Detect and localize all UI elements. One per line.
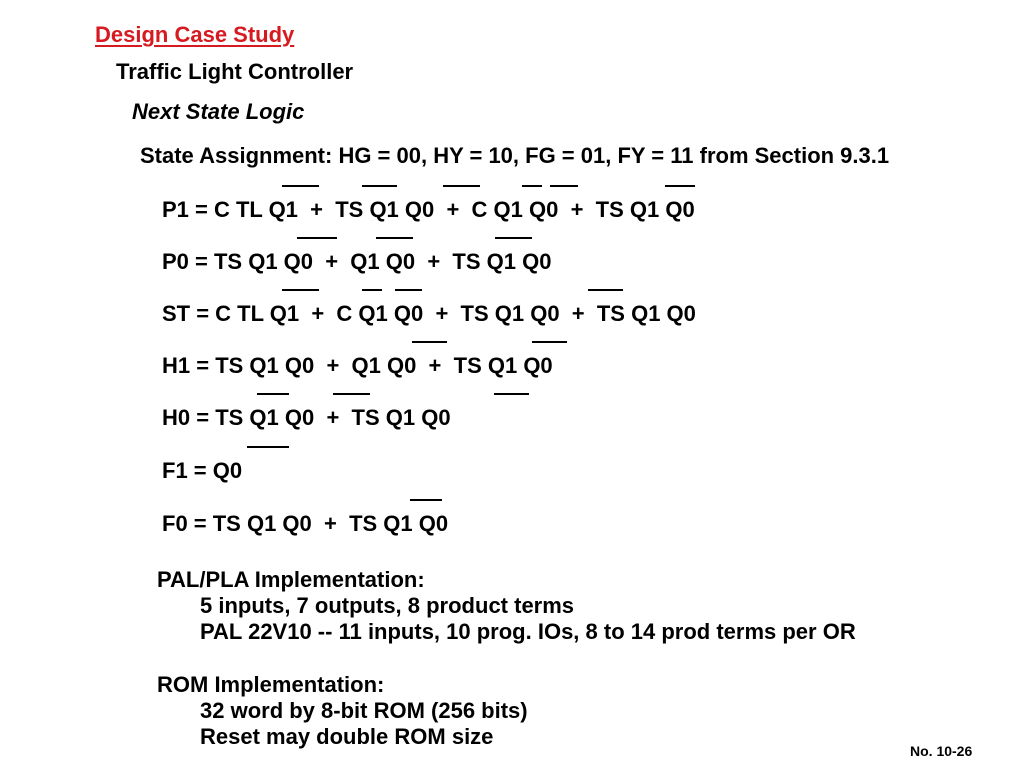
pal-pla-item: PAL 22V10 -- 11 inputs, 10 prog. IOs, 8 to 14 prod terms per OR	[200, 619, 856, 644]
overbar	[282, 185, 319, 187]
overbar	[282, 289, 319, 291]
overbar	[395, 289, 422, 291]
overbar	[665, 185, 695, 187]
slide-subtitle: Traffic Light Controller	[116, 59, 354, 84]
equation-h0: H0 = TS Q1 Q0 + TS Q1 Q0	[162, 405, 451, 430]
equation-st: ST = C TL Q1 + C Q1 Q0 + TS Q1 Q0 + TS Q1 Q0	[162, 301, 696, 326]
slide-title: Design Case Study	[95, 22, 295, 47]
page-number: No. 10-26	[910, 743, 973, 759]
overbar	[588, 289, 623, 291]
overbar	[333, 393, 370, 395]
pal-pla-heading: PAL/PLA Implementation:	[157, 567, 425, 592]
overbar	[257, 393, 289, 395]
overbar	[376, 237, 413, 239]
rom-item: Reset may double ROM size	[200, 724, 494, 749]
overbar	[532, 341, 567, 343]
overbar	[443, 185, 480, 187]
equation-f1: F1 = Q0	[162, 458, 243, 483]
overbar	[494, 393, 529, 395]
overbar	[410, 499, 442, 501]
overbar	[550, 185, 578, 187]
equation-f0: F0 = TS Q1 Q0 + TS Q1 Q0	[162, 511, 449, 536]
overbar	[412, 341, 447, 343]
rom-heading: ROM Implementation:	[157, 672, 385, 697]
overbar	[522, 185, 542, 187]
rom-item: 32 word by 8-bit ROM (256 bits)	[200, 698, 528, 723]
overbar	[362, 289, 382, 291]
overbar	[362, 185, 397, 187]
overbar	[247, 446, 289, 448]
equation-p0: P0 = TS Q1 Q0 + Q1 Q0 + TS Q1 Q0	[162, 249, 552, 274]
equation-h1: H1 = TS Q1 Q0 + Q1 Q0 + TS Q1 Q0	[162, 353, 553, 378]
equation-p1: P1 = C TL Q1 + TS Q1 Q0 + C Q1 Q0 + TS Q1 Q0	[162, 197, 695, 222]
overbar	[297, 237, 337, 239]
state-assignment: State Assignment: HG = 00, HY = 10, FG = 01, FY = 11 from Section 9.3.1	[140, 143, 890, 168]
overbar	[495, 237, 532, 239]
pal-pla-item: 5 inputs, 7 outputs, 8 product terms	[200, 593, 575, 618]
section-heading: Next State Logic	[132, 99, 305, 124]
